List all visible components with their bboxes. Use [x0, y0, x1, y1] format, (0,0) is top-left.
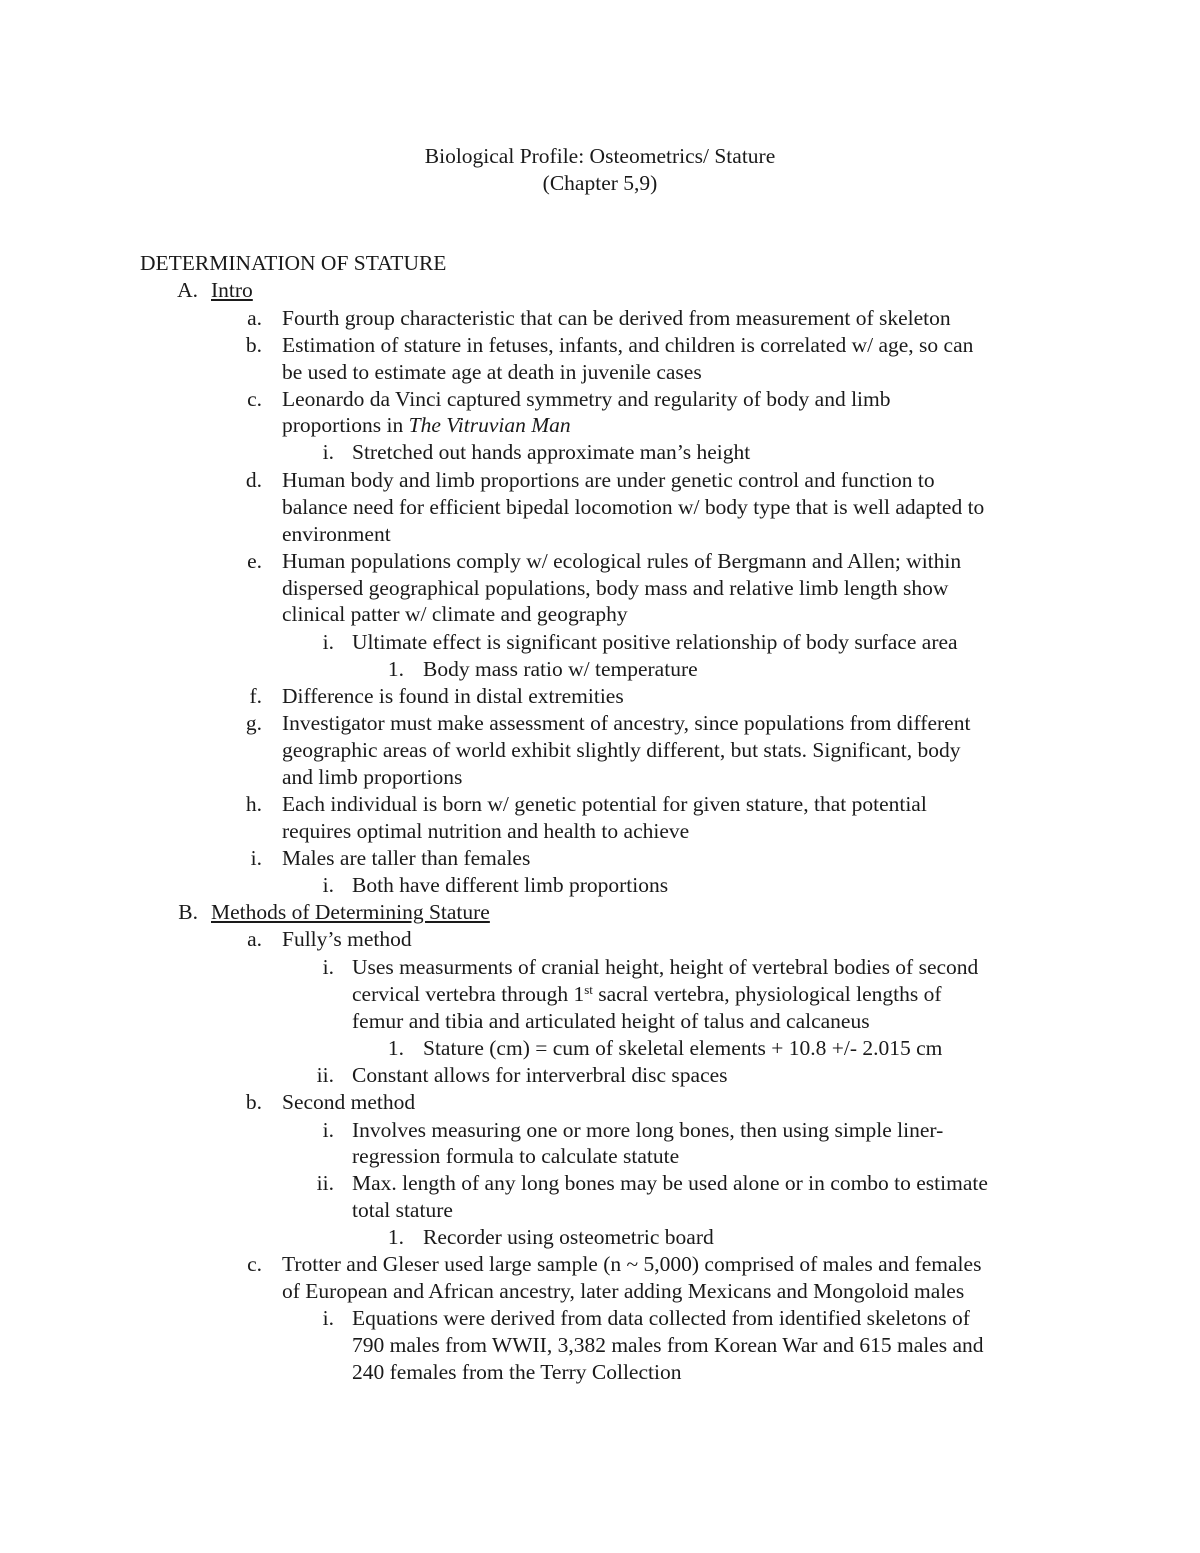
item-i-i-text: Both have different limb proportions: [352, 873, 669, 897]
item-b-line-2: be used to estimate age at death in juvenile cases: [282, 360, 702, 384]
method-a-i-line-2: [352, 981, 942, 1008]
item-c-i-marker: i.: [322, 440, 334, 464]
item-g-line-2: geographic areas of world exhibit slightly different, but stats. Significant, body: [282, 738, 961, 762]
item-b-marker: b.: [245, 333, 262, 357]
method-c-i-line-1: Equations were derived from data collected from identified skeletons of: [352, 1306, 970, 1330]
method-a-i-1-marker: 1.: [387, 1036, 404, 1060]
method-b-marker: b.: [245, 1090, 262, 1114]
item-e-line-3: clinical patter w/ climate and geography: [282, 602, 628, 626]
method-b-ii-marker: ii.: [316, 1171, 334, 1195]
item-c-marker: c.: [247, 387, 262, 411]
method-a-i-line-1: Uses measurments of cranial height, height of vertebral bodies of second: [352, 955, 979, 979]
item-e-i-1-marker: 1.: [387, 657, 404, 681]
item-d-line-3: environment: [282, 522, 391, 546]
item-e-marker: e.: [247, 549, 262, 573]
method-a-i-line-2-suffix: sacral vertebra, physiological lengths of: [592, 982, 942, 1006]
method-c-i-marker: i.: [322, 1306, 334, 1330]
section-b-label: Methods of Determining Stature: [211, 900, 490, 924]
item-a-marker: a.: [247, 306, 262, 330]
method-b-i-line-2: regression formula to calculate statute: [352, 1144, 680, 1168]
item-g-line-1: Investigator must make assessment of ancestry, since populations from different: [282, 711, 971, 735]
method-a-text: Fully’s method: [282, 927, 412, 951]
stature-formula: Stature (cm) = cum of skeletal elements + 10.8 +/- 2.015 cm: [423, 1036, 943, 1060]
item-e-line-1: Human populations comply w/ ecological rules of Bergmann and Allen; within: [282, 549, 962, 573]
method-b-ii-1-text: Recorder using osteometric board: [423, 1225, 714, 1249]
superscript-st: st: [584, 982, 593, 997]
section-a-label: Intro: [211, 278, 253, 302]
item-e-i-marker: i.: [322, 630, 334, 654]
item-g-line-3: and limb proportions: [282, 765, 463, 789]
method-b-ii-line-1: Max. length of any long bones may be used alone or in combo to estimate: [352, 1171, 988, 1195]
item-h-line-2: requires optimal nutrition and health to achieve: [282, 819, 690, 843]
section-a-marker: A.: [177, 278, 198, 302]
item-c-line-1: Leonardo da Vinci captured symmetry and regularity of body and limb: [282, 387, 891, 411]
title-line-1: Biological Profile: Osteometrics/ Stature: [424, 144, 776, 168]
method-a-marker: a.: [247, 927, 262, 951]
item-i-i-marker: i.: [322, 873, 334, 897]
document-title: [0, 143, 1200, 197]
method-b-i-marker: i.: [322, 1118, 334, 1142]
section-heading: DETERMINATION OF STATURE: [140, 251, 447, 275]
item-a-text: Fourth group characteristic that can be derived from measurement of skeleton: [282, 306, 951, 330]
method-c-line-2: of European and African ancestry, later adding Mexicans and Mongoloid males: [282, 1279, 965, 1303]
method-c-marker: c.: [247, 1252, 262, 1276]
item-c-line-2: [282, 412, 571, 439]
item-b-line-1: Estimation of stature in fetuses, infants, and children is correlated w/ age, so can: [282, 333, 974, 357]
method-a-i-marker: i.: [322, 955, 334, 979]
title-line-2: (Chapter 5,9): [542, 171, 658, 195]
item-e-i-text: Ultimate effect is significant positive relationship of body surface area: [352, 630, 958, 654]
method-c-i-line-2: 790 males from WWII, 3,382 males from Korean War and 615 males and: [352, 1333, 984, 1357]
method-b-ii-1-marker: 1.: [387, 1225, 404, 1249]
method-c-line-1: Trotter and Gleser used large sample (n ~ 5,000) comprised of males and females: [282, 1252, 982, 1276]
method-b-text: Second method: [282, 1090, 416, 1114]
method-c-i-line-3: 240 females from the Terry Collection: [352, 1360, 682, 1384]
item-g-marker: g.: [245, 711, 262, 735]
method-a-ii-text: Constant allows for interverbral disc spaces: [352, 1063, 728, 1087]
item-c-i-text: Stretched out hands approximate man’s height: [352, 440, 751, 464]
item-d-line-1: Human body and limb proportions are under genetic control and function to: [282, 468, 935, 492]
item-d-marker: d.: [245, 468, 262, 492]
item-h-marker: h.: [245, 792, 262, 816]
item-i-marker: i.: [250, 846, 262, 870]
item-h-line-1: Each individual is born w/ genetic potential for given stature, that potential: [282, 792, 927, 816]
item-i-text: Males are taller than females: [282, 846, 531, 870]
method-a-ii-marker: ii.: [316, 1063, 334, 1087]
method-a-i-line-2-prefix: cervical vertebra through 1: [352, 982, 585, 1006]
item-d-line-2: balance need for efficient bipedal locomotion w/ body type that is well adapted to: [282, 495, 985, 519]
item-c-line-2-prefix: proportions in: [282, 413, 409, 437]
item-e-line-2: dispersed geographical populations, body mass and relative limb length show: [282, 576, 949, 600]
vitruvian-man-title: The Vitruvian Man: [408, 413, 571, 437]
item-f-text: Difference is found in distal extremities: [282, 684, 624, 708]
method-b-ii-line-2: total stature: [352, 1198, 453, 1222]
method-b-i-line-1: Involves measuring one or more long bones, then using simple liner-: [352, 1118, 944, 1142]
item-e-i-1-text: Body mass ratio w/ temperature: [423, 657, 698, 681]
item-f-marker: f.: [249, 684, 262, 708]
section-b-marker: B.: [178, 900, 198, 924]
method-a-i-line-3: femur and tibia and articulated height of talus and calcaneus: [352, 1009, 870, 1033]
